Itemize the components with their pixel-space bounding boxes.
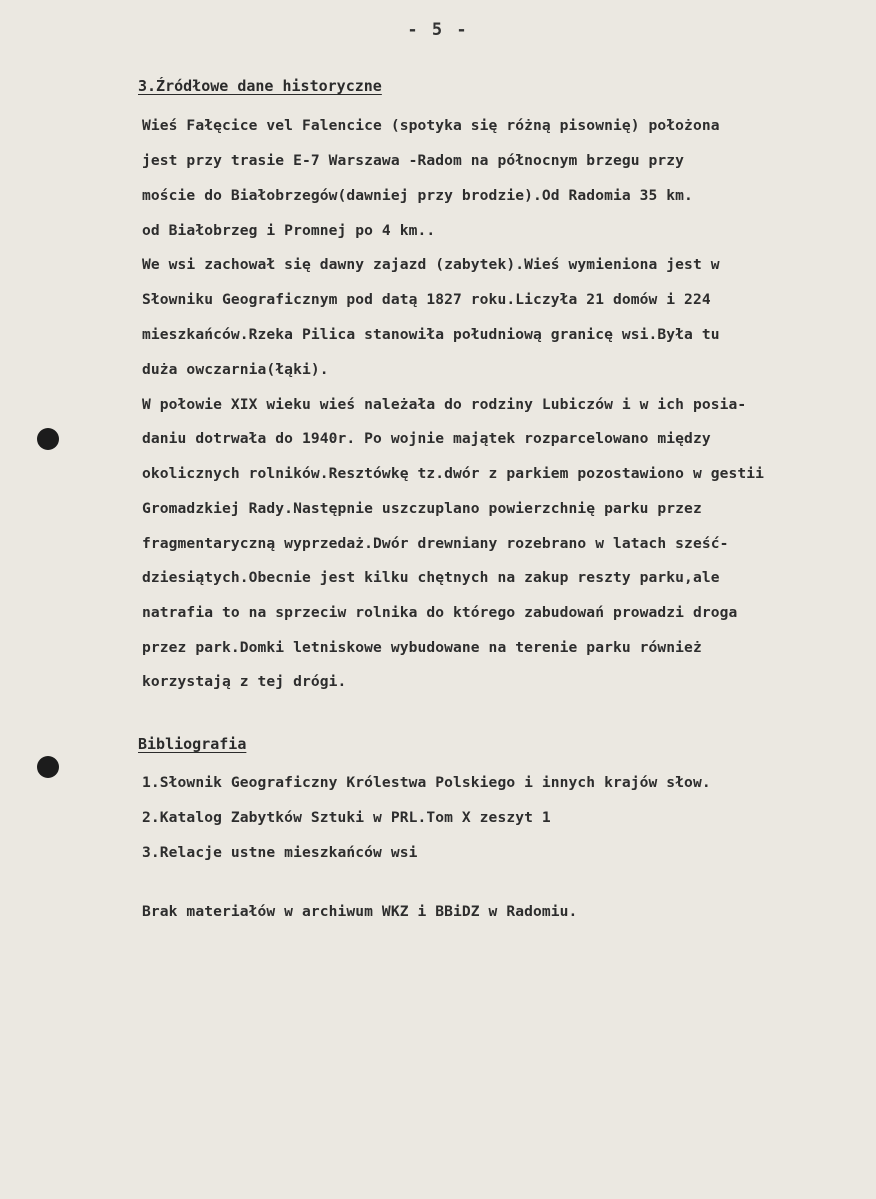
section-heading: 3.Źródłowe dane historyczne <box>138 77 382 95</box>
text-line: fragmentaryczną wyprzedaż.Dwór drewniany rozebrano w latach sześć- <box>142 535 729 552</box>
punch-hole-icon <box>37 428 59 450</box>
archive-note: Brak materiałów w archiwum WKZ i BBiDZ w Radomiu. <box>142 903 578 920</box>
text-line: duża owczarnia(łąki). <box>142 361 329 378</box>
text-line: przez park.Domki letniskowe wybudowane na terenie parku również <box>142 639 702 656</box>
text-line: korzystają z tej drógi. <box>142 673 347 690</box>
text-line: W połowie XIX wieku wieś należała do rodziny Lubiczów i w ich posia- <box>142 396 747 413</box>
text-line: okolicznych rolników.Resztówkę tz.dwór z parkiem pozostawiono w gestii <box>142 465 765 482</box>
text-line: mieszkańców.Rzeka Pilica stanowiła południową granicę wsi.Była tu <box>142 326 720 343</box>
text-line: jest przy trasie E-7 Warszawa -Radom na północnym brzegu przy <box>142 152 685 169</box>
text-line: moście do Białobrzegów(dawniej przy brodzie).Od Radomia 35 km. <box>142 187 693 204</box>
text-line: daniu dotrwała do 1940r. Po wojnie majątek rozparcelowano między <box>142 430 711 447</box>
text-line: od Białobrzeg i Promnej po 4 km.. <box>142 222 436 239</box>
page-number: - 5 - <box>407 20 469 40</box>
text-line: dziesiątych.Obecnie jest kilku chętnych na zakup reszty parku,ale <box>142 569 720 586</box>
text-line: Słowniku Geograficznym pod datą 1827 roku.Liczyła 21 domów i 224 <box>142 291 711 308</box>
punch-hole-icon <box>37 756 59 778</box>
bibliography-item: 2.Katalog Zabytków Sztuki w PRL.Tom X zeszyt 1 <box>142 809 551 826</box>
text-line: natrafia to na sprzeciw rolnika do którego zabudowań prowadzi droga <box>142 604 738 621</box>
bibliography-item: 3.Relacje ustne mieszkańców wsi <box>142 844 418 861</box>
text-line: Wieś Fałęcice vel Falencice (spotyka się różną pisownię) położona <box>142 117 720 134</box>
text-line: We wsi zachował się dawny zajazd (zabytek).Wieś wymieniona jest w <box>142 256 720 273</box>
text-line: Gromadzkiej Rady.Następnie uszczuplano powierzchnię parku przez <box>142 500 702 517</box>
bibliography-item: 1.Słownik Geograficzny Królestwa Polskiego i innych krajów słow. <box>142 774 711 791</box>
bibliography-heading: Bibliografia <box>138 735 247 753</box>
